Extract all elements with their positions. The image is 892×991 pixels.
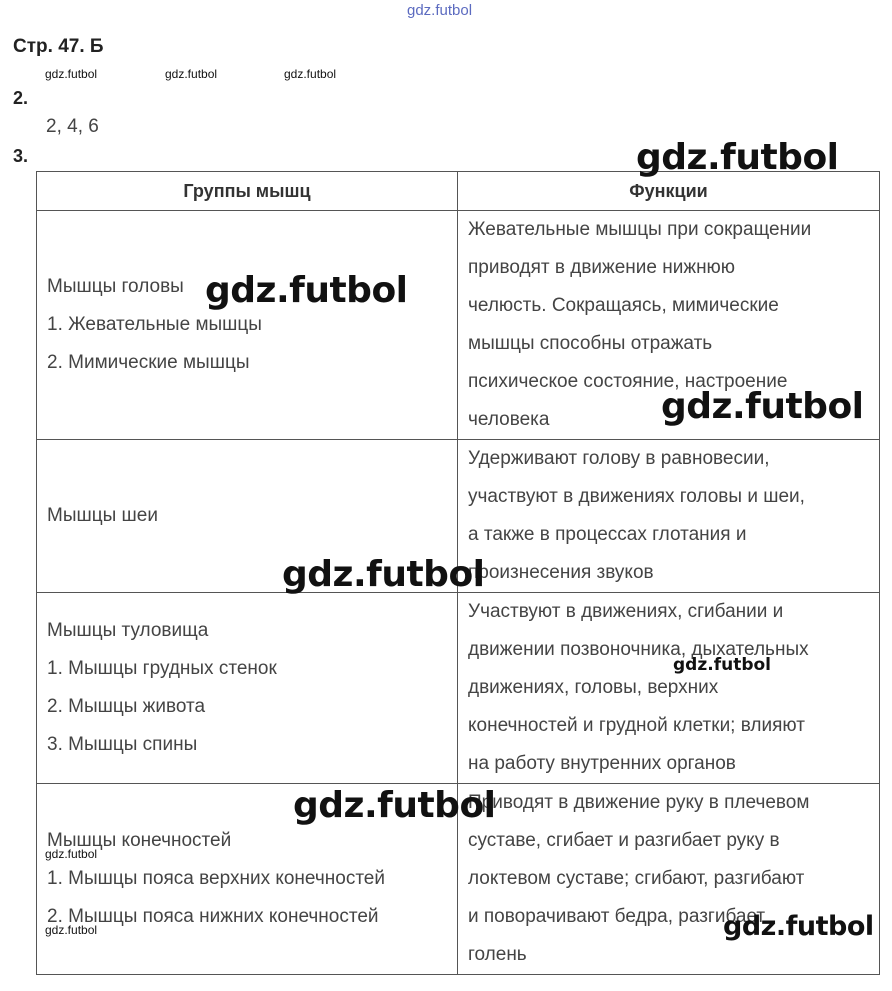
function-line: Участвуют в движениях, сгибании и [468, 601, 784, 622]
task-3-number: 3. [13, 146, 29, 166]
group-line: 3. Мышцы спины [47, 734, 198, 755]
function-line: произнесения звуков [468, 562, 654, 583]
group-line: Мышцы шеи [47, 505, 158, 526]
group-line: Мышцы головы [47, 276, 184, 297]
watermark-large: gdz.futbol [205, 270, 408, 311]
header-functions: Функции [458, 172, 880, 211]
function-line: Удерживают голову в равновесии, [468, 448, 770, 469]
function-line: суставе, сгибает и разгибает руку в [468, 830, 780, 851]
watermark-large: gdz.futbol [723, 911, 874, 942]
function-line: участвуют в движениях головы и шеи, [468, 486, 805, 507]
watermark-small: gdz.futbol [45, 847, 98, 861]
group-line: Мышцы конечностей [47, 830, 232, 851]
function-line: мышцы способны отражать [468, 333, 713, 354]
function-line: Приводят в движение руку в плечевом [468, 792, 810, 813]
top-watermark[interactable]: gdz.futbol [407, 2, 473, 19]
function-line: человека [468, 409, 550, 430]
function-line: а также в процессах глотания и [468, 524, 747, 545]
watermark-medium: gdz.futbol [673, 655, 771, 675]
watermark-small: gdz.futbol [165, 67, 218, 81]
function-line: Жевательные мышцы при сокращении [468, 219, 812, 240]
function-cell [458, 593, 880, 784]
watermark-large: gdz.futbol [661, 386, 864, 427]
group-line: 1. Мышцы грудных стенок [47, 658, 277, 679]
table-row [37, 593, 880, 784]
function-line: приводят в движение нижнюю [468, 257, 736, 278]
function-line: движениях, головы, верхних [468, 677, 719, 698]
group-line: Мышцы туловища [47, 620, 209, 641]
group-line: 1. Мышцы пояса верхних конечностей [47, 868, 385, 889]
watermark-large: gdz.futbol [636, 137, 839, 178]
group-line: 2. Мимические мышцы [47, 352, 250, 373]
function-line: голень [468, 944, 527, 965]
watermark-small: gdz.futbol [284, 67, 337, 81]
group-cell [37, 593, 458, 784]
watermark-small: gdz.futbol [45, 923, 98, 937]
function-line: психическое состояние, настроение [468, 371, 788, 392]
function-line: конечностей и грудной клетки; влияют [468, 715, 805, 736]
watermark-large: gdz.futbol [282, 554, 485, 595]
function-line: челюсть. Сокращаясь, мимические [468, 295, 779, 316]
function-line: и поворачивают бедра, разгибает [468, 906, 766, 927]
function-cell [458, 784, 880, 975]
group-line: 2. Мышцы пояса нижних конечностей [47, 906, 379, 927]
function-cell [458, 440, 880, 593]
watermark-large: gdz.futbol [293, 785, 496, 826]
group-cell [37, 211, 458, 440]
page-heading: Стр. 47. Б [13, 36, 104, 57]
watermark-small: gdz.futbol [45, 67, 98, 81]
function-line: на работу внутренних органов [468, 753, 736, 774]
function-line: локтевом суставе; сгибают, разгибают [468, 868, 805, 889]
group-line: 2. Мышцы живота [47, 696, 206, 717]
function-line: движении позвоночника, дыхательных [468, 639, 809, 660]
task-2-number: 2. [13, 88, 29, 108]
task-2-answer: 2, 4, 6 [46, 116, 99, 137]
group-line: 1. Жевательные мышцы [47, 314, 262, 335]
header-groups: Группы мышц [37, 172, 458, 211]
